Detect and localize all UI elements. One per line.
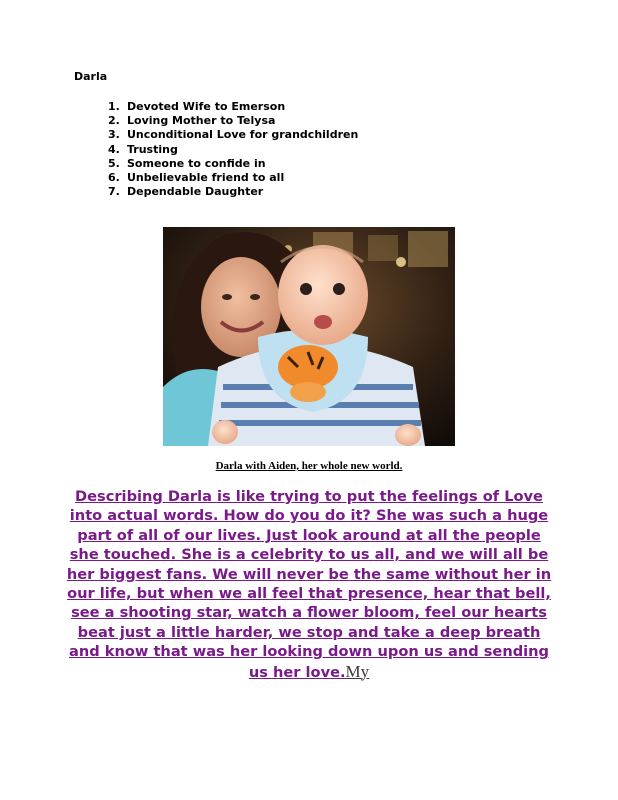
traits-list	[108, 100, 358, 199]
list-item: 1. Devoted Wife to Emerson	[108, 100, 286, 113]
list-item: 5. Someone to confide in	[108, 156, 266, 170]
list-item: 4. Trusting	[108, 142, 178, 156]
list-item: 7. Dependable Daughter	[108, 185, 264, 199]
tribute-paragraph	[62, 487, 556, 682]
list-item: 6. Unbelievable friend to all	[108, 171, 285, 185]
photo-caption: Darla with Aiden, her whole new world.	[215, 460, 403, 472]
page-title: Darla	[74, 70, 108, 83]
list-item: 2. Loving Mother to Telysa	[108, 114, 276, 128]
tribute-text: Describing Darla is like trying to put the feelings of Love into actual words. How do you do it? She was such a huge part of all of our lives. Just look around at all the people she touched. She is a celebrity to us all, and we will all be her biggest fans. We will never be the same without her in our life, but when we all feel that presence, hear that bell, see a shooting star, watch a flower bloom, feel our hearts beat just a little harder, we stop and take a deep breath and know that was her looking down upon us and sending us her love.	[66, 488, 552, 681]
tribute-end: My	[345, 661, 370, 681]
photo	[163, 227, 455, 446]
list-item: 3. Unconditional Love for grandchildren	[108, 128, 359, 142]
